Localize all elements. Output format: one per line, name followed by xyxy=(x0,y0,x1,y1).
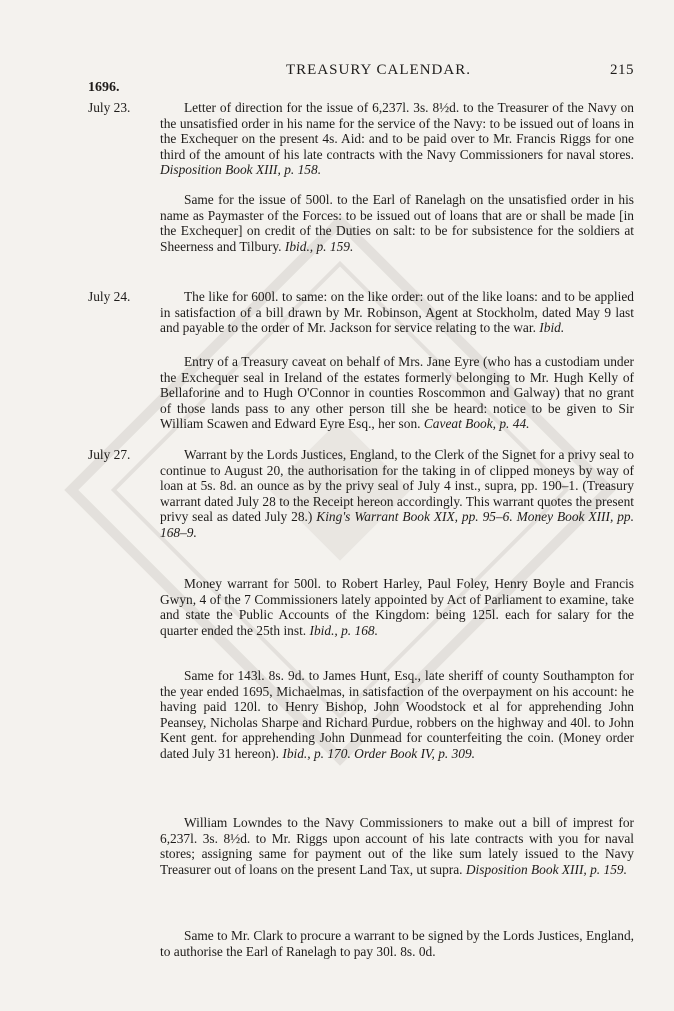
calendar-entry xyxy=(88,289,634,336)
entry-text xyxy=(160,354,634,432)
year-label: 1696. xyxy=(88,80,120,95)
entry-text xyxy=(160,192,634,254)
entry-text xyxy=(160,815,634,877)
entry-body: Warrant by the Lords Justices, England, to the Clerk of the Signet for a privy seal to continue to August 20, the authorisation for the taking in of clipped moneys by way of loan at 5s. 8d. an ounce as by the privy seal of July 4 inst., supra, pp. 190–1. (Treasury warrant dated July 28 to the Receipt hereon accordingly. This warrant quotes the present privy seal as dated July 28.) xyxy=(160,447,634,525)
page-number: 215 xyxy=(610,62,634,78)
entry-source: Disposition Book XIII, p. 158. xyxy=(160,162,322,178)
entry-date: July 23. xyxy=(88,100,131,115)
entry-source: King's Warrant Book XIX, pp. 95–6. Money Book XIII, pp. 168–9. xyxy=(160,509,634,540)
calendar-entry xyxy=(88,447,634,541)
entry-text xyxy=(160,447,634,541)
entry-text xyxy=(160,668,634,762)
entry-body: Letter of direction for the issue of 6,237l. 3s. 8½d. to the Treasurer of the Navy on the unsatisfied order in his name for the service of the Navy: to be issued out of loans in the Exchequer on the present 4s. Aid: and to be paid over to Mr. Francis Riggs for one third of the amount of his late contracts with the Navy Commissioners for naval stores. xyxy=(160,100,634,162)
entry-date: July 24. xyxy=(88,289,131,304)
calendar-entry xyxy=(88,100,634,178)
entry-text xyxy=(160,576,634,638)
running-title: TREASURY CALENDAR. xyxy=(286,62,471,78)
calendar-entry xyxy=(88,576,634,638)
calendar-entry xyxy=(88,668,634,762)
entry-source: Ibid., p. 159. xyxy=(284,238,354,254)
entry-body: William Lowndes to the Navy Commissioners to make out a bill of imprest for 6,237l. 3s. 8½d. to Mr. Riggs upon account of his late contracts with you for naval stores; assigning same for payment out of the like sum lately issued to the Navy Treasurer out of loans on the present Land Tax, ut supra. xyxy=(160,815,634,877)
calendar-entry xyxy=(88,192,634,254)
entry-source: Ibid., p. 170. Order Book IV, p. 309. xyxy=(282,745,476,761)
entry-text xyxy=(160,928,634,959)
calendar-entry xyxy=(88,928,634,959)
entry-body: Same for the issue of 500l. to the Earl of Ranelagh on the unsatisfied order in his name as Paymaster of the Forces: to be issued out of loans that are or shall be made [in the Exchequer] on credit of the Duties on salt: to be for subsistence for the soldiers at Sheerness and Tilbury. xyxy=(160,192,634,254)
entry-source: Ibid. xyxy=(539,320,565,336)
entry-date: July 27. xyxy=(88,447,131,462)
entry-body: Same for 143l. 8s. 9d. to James Hunt, Esq., late sheriff of county Southampton for the year ended 1695, Michaelmas, in satisfaction of the overpayment on his account: he having paid 120l. to Henry Bishop, John Woodstock et al for apprehending John Peansey, Nicholas Sharpe and Richard Purdue, robbers on the highway and 40l. to John Kent gent. for apprehending John Dunmead for counterfeiting the coin. (Money order dated July 31 hereon). xyxy=(160,668,634,761)
entry-text xyxy=(160,100,634,178)
entry-body: Entry of a Treasury caveat on behalf of Mrs. Jane Eyre (who has a custodiam under the Exchequer seal in Ireland of the estates formerly belonging to Mr. Hugh Kelly of Bellaforine and to Hugh O'Connor in counties Roscommon and Galway) that no grant of those lands pass to any other person till she be heard: notice to be given to Sir William Scawen and Edward Eyre Esq., her son. xyxy=(160,354,634,432)
entry-body: Same to Mr. Clark to procure a warrant to be signed by the Lords Justices, England, to authorise the Earl of Ranelagh to pay 30l. 8s. 0d. xyxy=(160,928,634,959)
entry-source: Disposition Book XIII, p. 159. xyxy=(465,861,627,877)
entry-text xyxy=(160,289,634,336)
entry-source: Ibid., p. 168. xyxy=(309,622,378,638)
calendar-entry xyxy=(88,354,634,432)
calendar-entry xyxy=(88,815,634,877)
entry-source: Caveat Book, p. 44. xyxy=(423,416,530,432)
entry-body: The like for 600l. to same: on the like order: out of the like loans: and to be applied in satisfaction of a bill drawn by Mr. Robinson, Agent at Stockholm, dated May 9 last and payable to the order of Mr. Jackson for service relating to the war. xyxy=(160,289,634,336)
entry-body: Money warrant for 500l. to Robert Harley, Paul Foley, Henry Boyle and Francis Gwyn, 4 of the 7 Commissioners lately appointed by Act of Parliament to examine, take and state the Public Accounts of the Kingdom: being 125l. each for salary for the quarter ended the 25th inst. xyxy=(160,576,634,638)
